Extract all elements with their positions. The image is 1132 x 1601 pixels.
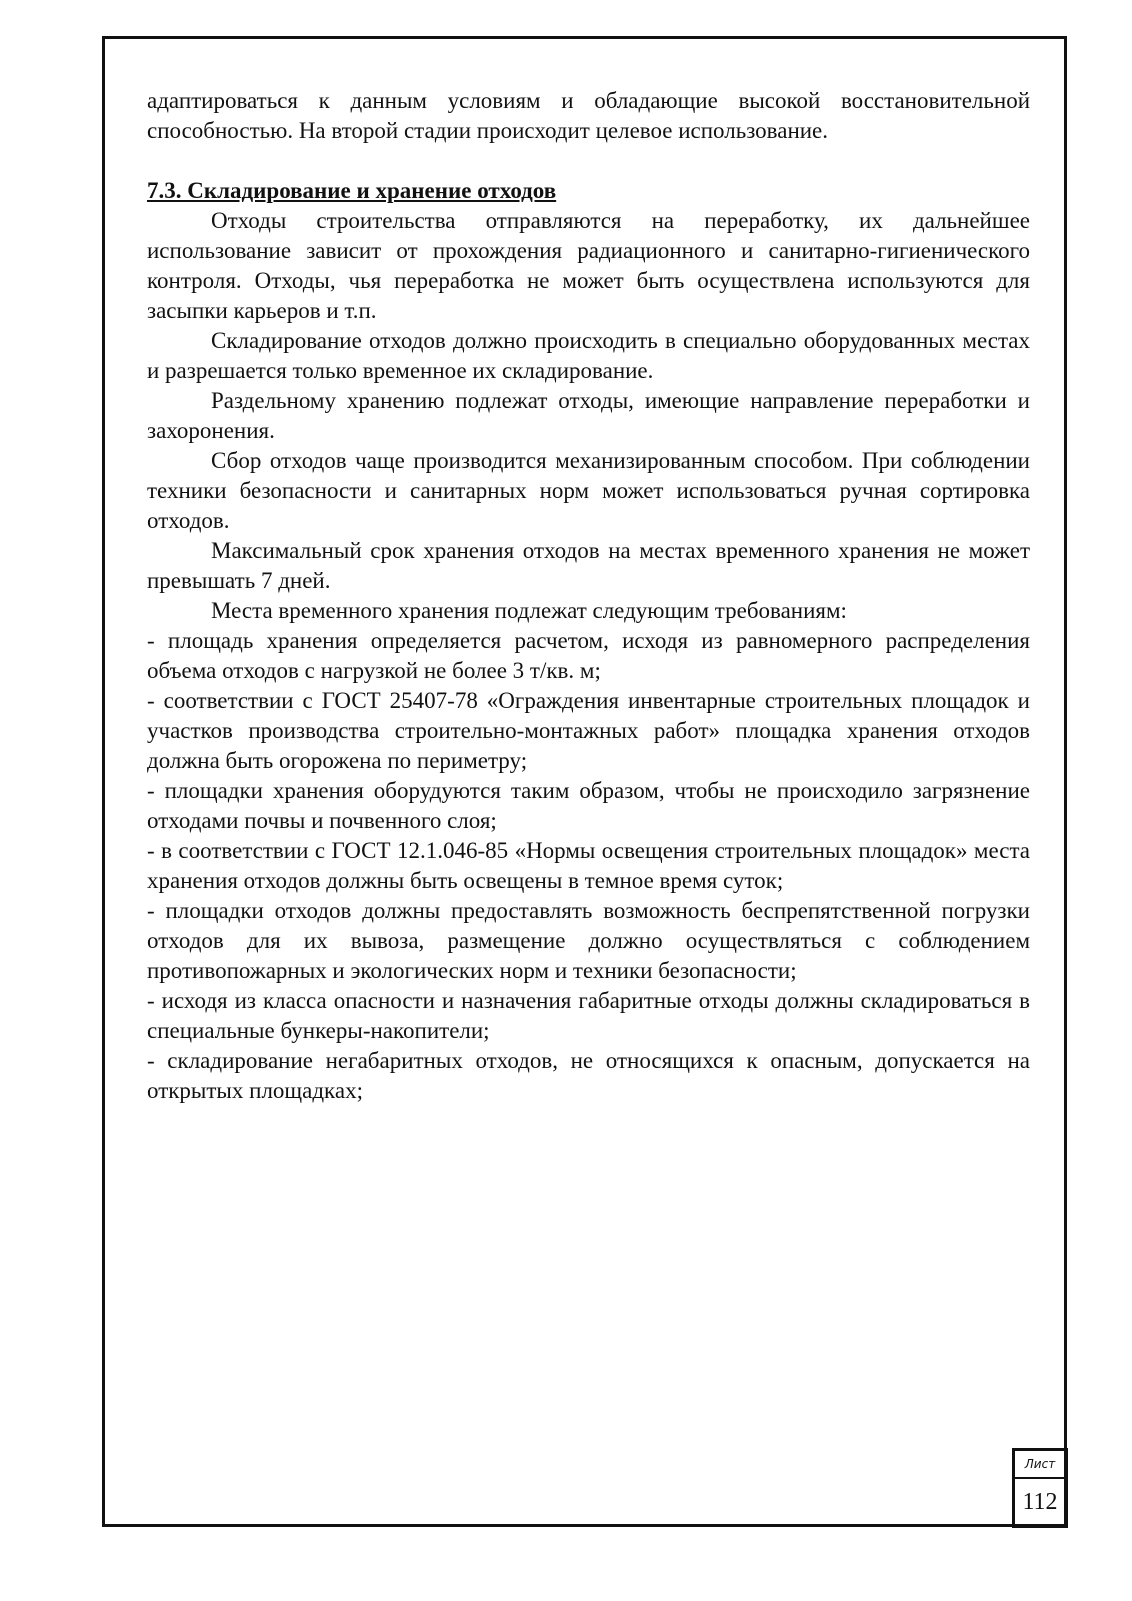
paragraph: Раздельному хранению подлежат отходы, имеющие направление переработки и захоронения. <box>147 388 1030 443</box>
spacer <box>147 146 1030 176</box>
paragraph: Складирование отходов должно происходить в специально оборудованных местах и разрешается только временное их складирование. <box>147 328 1030 383</box>
sheet-label: Лист <box>1015 1451 1065 1479</box>
section-heading: 7.3. Складирование и хранение отходов <box>147 178 557 203</box>
page-content <box>147 86 1030 1106</box>
list-item: - соответствии с ГОСТ 25407-78 «Ограждения инвентарные строительных площадок и участков производства строительно-монтажных работ» площадка хранения отходов должна быть огорожена по периметру; <box>147 688 1030 773</box>
paragraph: Отходы строительства отправляются на переработку, их дальнейшее использование зависит от прохождения радиационного и санитарно-гигиенического контроля. Отходы, чья переработка не может быть осуществлена используются для засыпки карьеров и т.п. <box>147 208 1030 323</box>
list-item: - исходя из класса опасности и назначения габаритные отходы должны складироваться в специальные бункеры-накопители; <box>147 988 1030 1043</box>
list-item: - площадь хранения определяется расчетом, исходя из равномерного распределения объема отходов с нагрузкой не более 3 т/кв. м; <box>147 628 1030 683</box>
sheet-number: 112 <box>1022 1488 1058 1515</box>
paragraph: Максимальный срок хранения отходов на местах временного хранения не может превышать 7 дней. <box>147 538 1030 593</box>
list-item: - складирование негабаритных отходов, не относящихся к опасным, допускается на открытых площадках; <box>147 1048 1030 1103</box>
list-item: - площадки отходов должны предоставлять возможность беспрепятственной погрузки отходов для их вывоза, размещение должно осуществляться с соблюдением противопожарных и экологических норм и техники безопасности; <box>147 898 1030 983</box>
paragraph-continuation: адаптироваться к данным условиям и обладающие высокой восстановительной способностью. На второй стадии происходит целевое использование. <box>147 88 1030 143</box>
paragraph: Сбор отходов чаще производится механизированным способом. При соблюдении техники безопасности и санитарных норм может использоваться ручная сортировка отходов. <box>147 448 1030 533</box>
sheet-number-box <box>1012 1448 1068 1528</box>
list-item: - площадки хранения оборудуются таким образом, чтобы не происходило загрязнение отходами почвы и почвенного слоя; <box>147 778 1030 833</box>
paragraph: Места временного хранения подлежат следующим требованиям: <box>211 598 847 623</box>
list-item: - в соответствии с ГОСТ 12.1.046-85 «Нормы освещения строительных площадок» места хранения отходов должны быть освещены в темное время суток; <box>147 838 1030 893</box>
